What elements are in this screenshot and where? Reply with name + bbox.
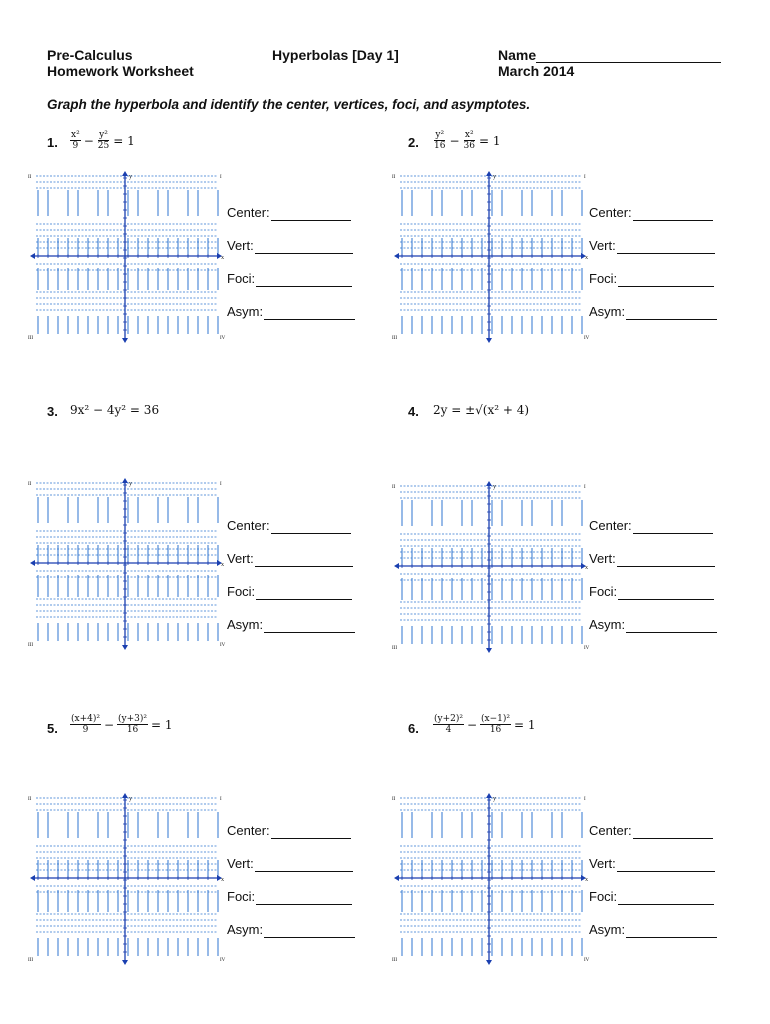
y-axis-arrow-down [122,645,128,650]
quadrant-label-1: I [220,482,222,487]
p1-frac2-den: 25 [97,141,110,151]
foci-label: Foci: [227,889,256,904]
x-axis-arrow-left [30,560,35,566]
p1-asym-field[interactable] [227,304,355,320]
p2-asym-field[interactable] [589,304,717,320]
problem-3-graph[interactable] [28,475,228,650]
worksheet-subtitle: Homework Worksheet [47,63,194,79]
x-axis-label: x [585,877,588,883]
center-blank[interactable] [271,521,351,534]
quadrant-label-4: IV [220,643,226,648]
x-axis-arrow-left [394,563,399,569]
p5-frac1-num: (x+4)² [71,714,100,724]
y-axis-arrow-down [486,338,492,343]
quadrant-label-4: IV [220,958,226,963]
name-field[interactable] [498,47,721,63]
center-blank[interactable] [633,826,713,839]
p5-op: − [103,717,115,732]
y-axis-label: y [493,174,496,180]
p2-op: − [449,133,460,148]
p4-vert-field[interactable] [589,551,715,567]
problem-5-equation [70,714,173,735]
p5-center-field[interactable] [227,823,351,839]
p2-rhs: = 1 [478,133,501,148]
y-axis-arrow-up [486,793,492,798]
name-label: Name [498,47,537,63]
vert-label: Vert: [589,856,616,871]
vert-label: Vert: [589,551,616,566]
problem-3-equation: 9x² − 4y² = 36 [70,403,160,417]
coordinate-grid [392,478,592,653]
quadrant-label-2: II [28,482,32,487]
x-axis-arrow-left [394,253,399,259]
quadrant-label-1: I [220,797,222,802]
quadrant-label-1: I [584,175,586,180]
p2-center-field[interactable] [589,205,713,221]
problem-2-equation [433,130,500,151]
coordinate-grid [28,168,228,343]
worksheet-date: March 2014 [498,63,575,79]
p5-foci-field[interactable] [227,889,352,905]
foci-blank[interactable] [618,274,714,287]
center-label: Center: [589,205,632,220]
y-axis-arrow-down [122,960,128,965]
quadrant-label-4: IV [584,336,590,341]
quadrant-label-3: III [392,336,397,341]
foci-blank[interactable] [256,587,352,600]
quadrant-label-3: III [392,646,397,651]
quadrant-label-3: III [28,958,33,963]
vert-label: Vert: [227,238,254,253]
center-blank[interactable] [271,208,351,221]
p1-op: − [83,133,94,148]
p5-frac1-den: 9 [82,725,89,735]
x-axis-arrow-left [30,875,35,881]
problem-4-number: 4. [408,404,419,419]
y-axis-arrow-up [486,171,492,176]
p6-center-field[interactable] [589,823,713,839]
foci-blank[interactable] [618,892,714,905]
y-axis-arrow-up [122,793,128,798]
quadrant-label-3: III [28,336,33,341]
p2-frac2-den: 36 [463,141,475,151]
center-blank[interactable] [271,826,351,839]
problem-6-equation [433,714,536,735]
p6-frac2-den: 16 [489,725,502,735]
quadrant-label-2: II [392,485,396,490]
p2-vert-field[interactable] [589,238,715,254]
center-label: Center: [227,823,270,838]
x-axis-arrow-left [30,253,35,259]
quadrant-label-1: I [584,797,586,802]
center-label: Center: [589,823,632,838]
p4-center-field[interactable] [589,518,713,534]
instructions: Graph the hyperbola and identify the center, vertices, foci, and asymptotes. [47,97,531,112]
quadrant-label-2: II [28,797,32,802]
p5-frac2-num: (y+3)² [118,714,148,724]
x-axis-label: x [585,255,588,261]
quadrant-label-1: I [220,175,222,180]
y-axis-arrow-down [122,338,128,343]
quadrant-label-2: II [392,175,396,180]
problem-4-equation: 2y = ±√(x² + 4) [433,403,530,417]
asym-blank[interactable] [264,307,355,320]
p5-rhs: = 1 [151,717,173,732]
p4-asym-field[interactable] [589,617,717,633]
p3-foci-field[interactable] [227,584,352,600]
y-axis-arrow-up [122,171,128,176]
asym-blank[interactable] [264,620,355,633]
problem-4-graph[interactable] [392,478,592,653]
center-blank[interactable] [633,208,713,221]
p3-asym-field[interactable] [227,617,355,633]
y-axis-label: y [129,796,132,802]
p3-center-field[interactable] [227,518,351,534]
coordinate-grid [28,790,228,965]
problem-2-number: 2. [408,135,419,150]
vert-label: Vert: [227,551,254,566]
asym-label: Asym: [227,617,264,632]
foci-label: Foci: [589,889,618,904]
asym-label: Asym: [589,304,626,319]
y-axis-arrow-down [486,648,492,653]
asym-blank[interactable] [264,925,355,938]
center-label: Center: [227,518,270,533]
vert-label: Vert: [227,856,254,871]
x-axis-arrow-left [394,875,399,881]
asym-blank[interactable] [626,307,717,320]
problem-1-number: 1. [47,135,58,150]
name-blank[interactable] [536,49,721,63]
problem-5-number: 5. [47,721,58,736]
asym-blank[interactable] [626,620,717,633]
y-axis-arrow-up [122,478,128,483]
p6-frac2-num: (x−1)² [481,714,511,724]
p5-vert-field[interactable] [227,856,353,872]
vert-blank[interactable] [617,859,715,872]
topic-title: Hyperbolas [Day 1] [272,47,399,63]
foci-label: Foci: [227,584,256,599]
problem-1-equation [70,130,135,151]
p1-vert-field[interactable] [227,238,353,254]
p1-center-field[interactable] [227,205,351,221]
asym-label: Asym: [589,922,626,937]
quadrant-label-2: II [28,175,32,180]
foci-label: Foci: [227,271,256,286]
vert-blank[interactable] [617,241,715,254]
coordinate-grid [392,790,592,965]
y-axis-arrow-down [486,960,492,965]
asym-label: Asym: [227,922,264,937]
p1-frac1-num: x² [71,130,80,140]
p4-foci-field[interactable] [589,584,714,600]
p1-foci-field[interactable] [227,271,352,287]
foci-blank[interactable] [256,892,352,905]
asym-label: Asym: [589,617,626,632]
p6-foci-field[interactable] [589,889,714,905]
p5-asym-field[interactable] [227,922,355,938]
y-axis-label: y [493,796,496,802]
p6-op: − [466,717,478,732]
p6-rhs: = 1 [514,717,536,732]
x-axis-label: x [585,565,588,571]
problem-2-graph[interactable] [392,168,592,343]
p3-vert-field[interactable] [227,551,353,567]
p2-frac1-num: y² [435,130,445,140]
quadrant-label-1: I [584,485,586,490]
course-title: Pre-Calculus [47,47,133,63]
vert-blank[interactable] [255,241,353,254]
y-axis-label: y [129,481,132,487]
quadrant-label-4: IV [220,336,226,341]
coordinate-grid [28,475,228,650]
center-blank[interactable] [633,521,713,534]
foci-blank[interactable] [256,274,352,287]
p1-frac1-den: 9 [72,141,79,151]
problem-6-number: 6. [408,721,419,736]
x-axis-label: x [221,255,224,261]
vert-blank[interactable] [617,554,715,567]
x-axis-label: x [221,877,224,883]
problem-3-number: 3. [47,404,58,419]
quadrant-label-2: II [392,797,396,802]
problem-5-graph[interactable] [28,790,228,965]
problem-6-graph[interactable] [392,790,592,965]
p6-asym-field[interactable] [589,922,717,938]
p6-vert-field[interactable] [589,856,715,872]
y-axis-label: y [493,484,496,490]
foci-label: Foci: [589,271,618,286]
vert-label: Vert: [589,238,616,253]
quadrant-label-3: III [28,643,33,648]
p2-frac2-num: x² [464,130,474,140]
center-label: Center: [589,518,632,533]
y-axis-arrow-up [486,481,492,486]
y-axis-label: y [129,174,132,180]
asym-blank[interactable] [626,925,717,938]
p6-frac1-num: (y+2)² [434,714,463,724]
quadrant-label-3: III [392,958,397,963]
p1-rhs: = 1 [113,133,135,148]
p1-frac2-num: y² [99,130,108,140]
asym-label: Asym: [227,304,264,319]
foci-label: Foci: [589,584,618,599]
problem-1-graph[interactable] [28,168,228,343]
quadrant-label-4: IV [584,958,590,963]
x-axis-label: x [221,562,224,568]
p2-frac1-den: 16 [434,141,446,151]
coordinate-grid [392,168,592,343]
vert-blank[interactable] [255,859,353,872]
vert-blank[interactable] [255,554,353,567]
foci-blank[interactable] [618,587,714,600]
p6-frac1-den: 4 [445,725,452,735]
p2-foci-field[interactable] [589,271,714,287]
p5-frac2-den: 16 [126,725,139,735]
center-label: Center: [227,205,270,220]
quadrant-label-4: IV [584,646,590,651]
